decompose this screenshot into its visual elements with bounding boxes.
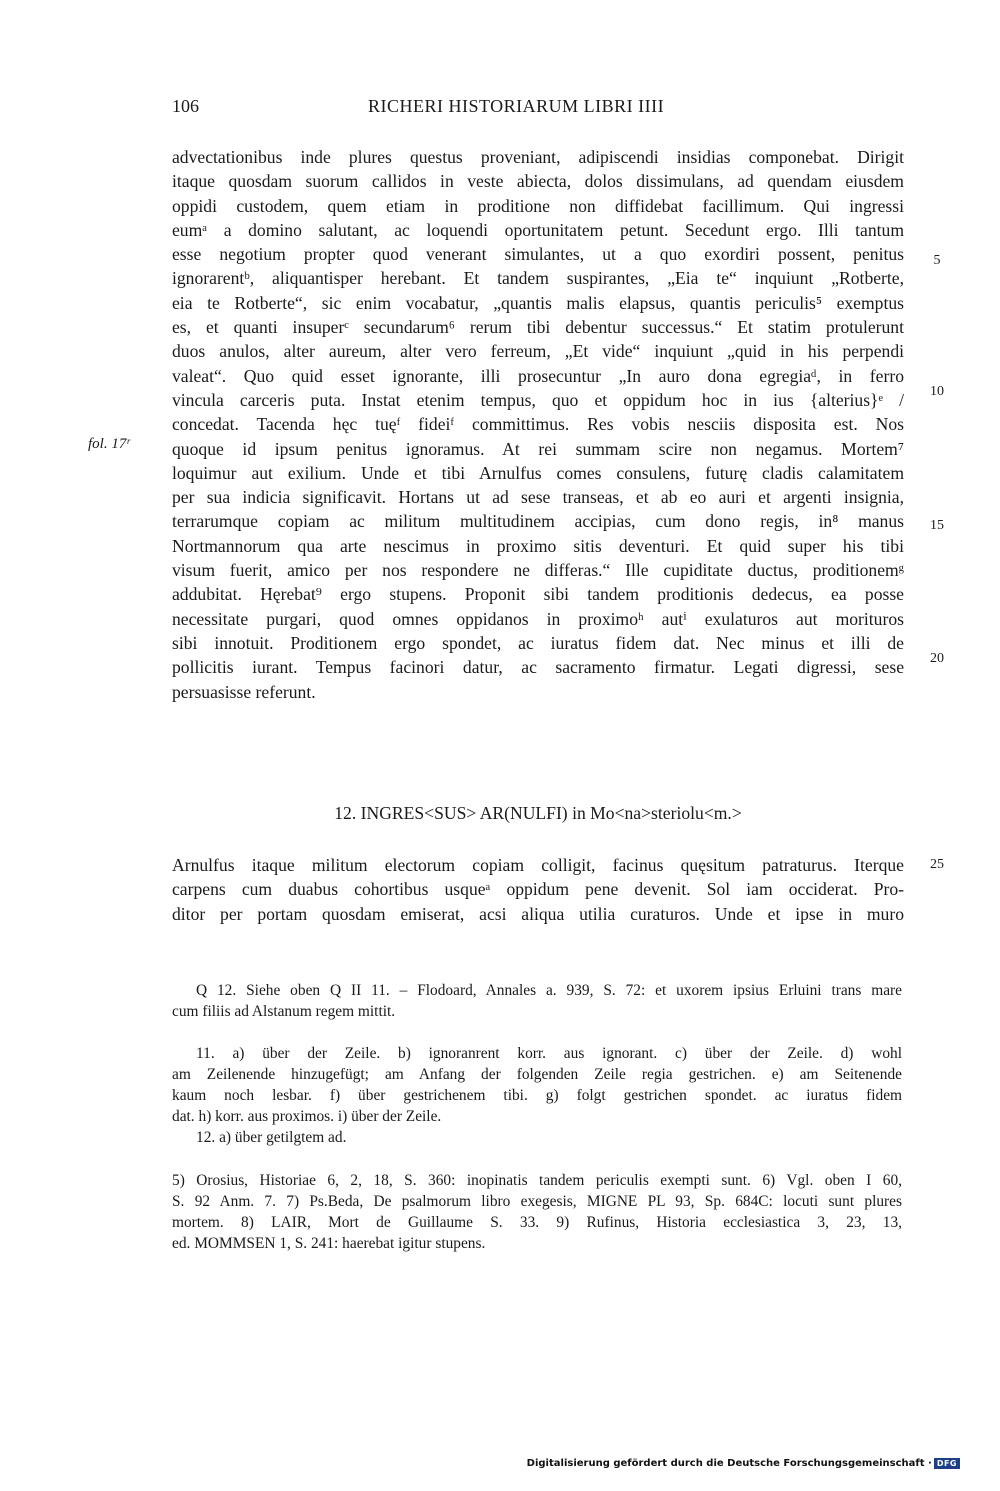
text-line: es, et quanti insuperᶜ secundarum⁶ rerum tibi debentur successus.“ Et statim protulerunt bbox=[172, 317, 904, 338]
apparatus-line: 5) Orosius, Historiae 6, 2, 18, S. 360: inopinatis tandem periculis exempti sunt. 6) Vgl. oben I 60, bbox=[172, 1172, 902, 1189]
apparatus-line: ed. MOMMSEN 1, S. 241: haerebat igitur stupens. bbox=[172, 1235, 486, 1252]
text-line: sibi innotuit. Proditionem ergo spondet, ac iuratus fidem dat. Nec minus et illi de bbox=[172, 632, 904, 653]
text-line: duos anulos, alter aureum, alter vero ferreum, „Et vide“ inquiunt „quid in his perpendi bbox=[172, 341, 904, 362]
dfg-logo: DFG bbox=[934, 1458, 960, 1469]
text-line: valeat“. Quo quid esset ignorante, illi prosecuntur „In auro dona egregiaᵈ, in ferro bbox=[172, 365, 904, 386]
text-line: quoque id ipsum penitus ignoramus. At rei summam scire non negamus. Mortem⁷ bbox=[172, 438, 904, 459]
section-text bbox=[172, 853, 904, 926]
text-line: vincula carceris puta. Instat etenim tempus, quo et oppidum hoc in ius {alterius}ᵉ / bbox=[172, 389, 904, 410]
page-header bbox=[172, 96, 902, 124]
funding-footer bbox=[527, 1458, 960, 1469]
line-number: 25 bbox=[930, 857, 944, 872]
running-title: RICHERI HISTORIARUM LIBRI IIII bbox=[368, 96, 665, 116]
folio-marginal-note: fol. 17ʳ bbox=[88, 436, 130, 452]
text-line: Arnulfus itaque militum electorum copiam colligit, facinus quęsitum patraturus. Iterque bbox=[172, 855, 904, 875]
text-line: persuasisse referunt. bbox=[172, 681, 316, 702]
section-heading: 12. INGRES<SUS> AR(NULFI) in Mo<na>steriolu<m.> bbox=[334, 803, 742, 823]
apparatus-line: kaum noch lesbar. f) über gestrichenem tibi. g) folgt gestrichen spondet. ac iuratus fidem bbox=[172, 1087, 902, 1104]
line-number: 15 bbox=[930, 518, 944, 533]
line-number: 5 bbox=[933, 253, 941, 268]
source-apparatus bbox=[196, 980, 902, 1001]
apparatus-line: S. 92 Anm. 7. 7) Ps.Beda, De psalmorum libro exegesis, MIGNE PL 93, Sp. 684C: locuti sunt plures bbox=[172, 1193, 902, 1210]
line-number: 10 bbox=[930, 384, 944, 399]
critical-apparatus-cont bbox=[172, 1064, 902, 1127]
text-line: carpens cum duabus cohortibus usqueᵃ oppidum pene devenit. Sol iam occiderat. Pro- bbox=[172, 879, 904, 900]
critical-apparatus-12 bbox=[196, 1127, 926, 1148]
main-text bbox=[172, 145, 904, 704]
apparatus-line: dat. h) korr. aus proximos. i) über der Zeile. bbox=[172, 1108, 442, 1125]
text-line: eumᵃ a domino salutant, ac loquendi oportunitatem petunt. Secedunt ergo. Illi tantum bbox=[172, 219, 904, 240]
line-number: 20 bbox=[930, 651, 944, 666]
page-number: 106 bbox=[172, 96, 199, 116]
text-line: esse negotium propter quod venerant simulantes, ut a quo exordiri possent, penitus bbox=[172, 244, 904, 265]
text-line: pollicitis iurant. Tempus facinori datur, ac sacramento firmatur. Legati digressi, sese bbox=[172, 657, 904, 678]
text-line: terrarumque copiam ac militum multitudinem accipias, cum dono regis, in⁸ manus bbox=[172, 511, 904, 532]
text-line: ignorarentᵇ, aliquantisper herebant. Et tandem suspirantes, „Eia te“ inquiunt „Rotberte, bbox=[172, 268, 904, 289]
apparatus-line: Q 12. Siehe oben Q II 11. – Flodoard, Annales a. 939, S. 72: et uxorem ipsius Erluini trans mare bbox=[196, 982, 902, 999]
fontes-apparatus bbox=[172, 1170, 902, 1254]
text-line: addubitat. Hęrebat⁹ ergo stupens. Proponit sibi tandem proditionis dedecus, ea posse bbox=[172, 584, 904, 605]
apparatus-line: cum filiis ad Alstanum regem mittit. bbox=[172, 1003, 396, 1020]
source-apparatus-cont bbox=[172, 1001, 902, 1022]
text-line: necessitate purgari, quod omnes oppidanos in proximoʰ autⁱ exulaturos aut morituros bbox=[172, 608, 904, 629]
text-line: itaque quosdam suorum callidos in veste abiecta, dolos dissimulans, ad quendam eiusdem bbox=[172, 171, 904, 192]
apparatus-line: 12. a) über getilgtem ad. bbox=[196, 1129, 347, 1146]
text-line: oppidi custodem, quem etiam in proditione non diffidebat facillimum. Qui ingressi bbox=[172, 195, 904, 216]
critical-apparatus bbox=[196, 1043, 902, 1064]
text-line: advectationibus inde plures questus proveniant, adipiscendi insidias componebat. Dirigit bbox=[172, 147, 904, 167]
text-line: concedat. Tacenda hęc tuęᶠ fideiᶠ committimus. Res vobis nesciis disposita est. Nos bbox=[172, 414, 904, 435]
text-line: loquimur aut exilium. Unde et tibi Arnulfus comes consulens, futurę cladis calamitatem bbox=[172, 462, 904, 483]
apparatus-line: mortem. 8) LAIR, Mort de Guillaume S. 33. 9) Rufinus, Historia ecclesiastica 3, 23, 13, bbox=[172, 1214, 902, 1231]
apparatus-line: 11. a) über der Zeile. b) ignoranrent korr. aus ignorant. c) über der Zeile. d) wohl bbox=[196, 1045, 902, 1062]
apparatus-line: am Zeilenende hinzugefügt; am Anfang der folgenden Zeile regia gestrichen. e) am Seitenende bbox=[172, 1066, 902, 1083]
footer-text: Digitalisierung gefördert durch die Deutsche Forschungsgemeinschaft · bbox=[526, 1458, 932, 1469]
text-line: ditor per portam quosdam emiserat, acsi aliqua utilia curaturos. Unde et ipse in muro bbox=[172, 903, 904, 924]
text-line: eia te Rotberte“, sic enim vocabatur, „quantis malis elapsus, quantis periculis⁵ exemptus bbox=[172, 292, 904, 313]
text-line: visum fuerit, amico per nos respondere ne differas.“ Ille cupiditate ductus, proditionemᵍ bbox=[172, 560, 904, 581]
text-line: Nortmannorum qua arte nescimus in proximo sitis deventuri. Et quid super his tibi bbox=[172, 535, 904, 556]
text-line: per sua indicia significavit. Hortans ut ad sese transeas, et ab eo auri et argenti insignia, bbox=[172, 487, 904, 508]
